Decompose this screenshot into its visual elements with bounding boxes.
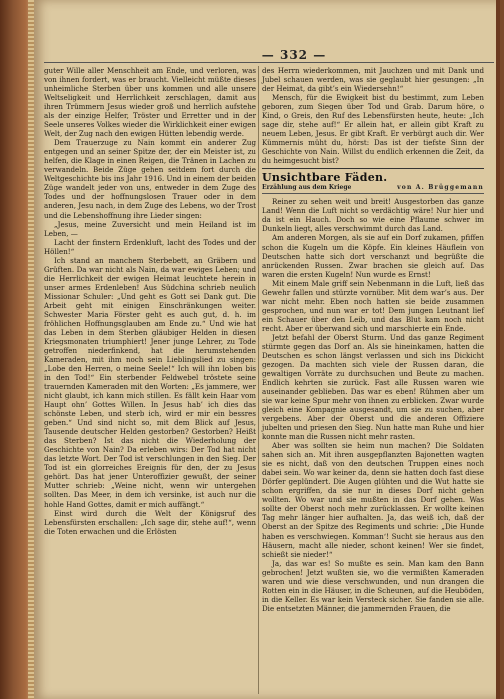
left-paragraph: Dem Trauerzuge zu Nain kommt ein anderer Zug entgegen und an seiner Spitze der, der ein Meister ist, zu helfen, die Klage in einen Reigen, die Tränen in Lachen zu verwandeln. Beide Züge gehen seitdem fort durch die Weltgeschichte bis ins Jahr 1916. Und in einem der beiden Züge wandelt jeder von uns, entweder in dem Zuge des Todes und der hoffnungslosen Trauer oder in dem anderen, Jesu nach, in dem Zuge des Lebens, wo der Trost und die Lebenshoffnung ihre Lieder singen: <box>44 138 256 220</box>
story-byline <box>262 184 484 194</box>
page-number: — 332 — <box>261 48 327 62</box>
right-paragraph: des Herrn wiederkommen, mit Jauchzen und mit Dank und Jubel schauen werden, was sie geglaubt hier gesungen: „In der Heimat, da gibt’s ein Wiedersehn!“ <box>262 66 484 94</box>
hymn-line: Lacht der finstern Erdenkluft, lacht des Todes und der Höllen!“ <box>44 237 256 256</box>
story-paragraph: Reiner zu sehen weit und breit! Ausgestorben das ganze Land! Wenn die Luft nicht so verdächtig wäre! Nur hier und da ist ein Hauch. Doch so wie eine Pflaume schwer im Dunkeln liegt, alles verschwimmt durch das Land. <box>262 197 484 234</box>
section-rule <box>262 168 484 169</box>
left-column <box>44 66 256 536</box>
story-paragraph: Aber was sollten sie heim nun machen? Die Soldaten sahen sich an. Mit ihren ausgepflanzten Bajonetten wagten sie es nicht, daß von den deutschen Truppen eines noch dabei sein. Wo war keiner da, denn sie hatten doch fast diese Dörfer geplündert. Die Augen glühten und die Wut hatte sie schon ergriffen, da sie nur in dieses Dorf nicht gehen wollten. Wo war und sie mußten in das Dorf gehen. Was sollte der Oberst noch mehr zurücklassen. Er wollte keinen Tag mehr länger hier aufhalten. Ja, das weiß ich, daß der Oberst an der Spitze des Regiments und schrie: „Die Hunde haben es verschwiegen. Komman‘! Sucht sie heraus aus den Häusern, macht alle nieder, schont keinen! Wer sie findet, schießt sie nieder!“ <box>262 441 484 559</box>
story-paragraph: Am anderen Morgen, als sie auf ein Dorf zukamen, pfiffen schon die Kugeln um die Köpfe. Ein kleines Häuflein von Deutschen hatte sich dort verschanzt und begrüßte die anrückenden Russen. Zwar brachen sie gleich auf. Das waren die ersten Kugeln! Nun wurde es Ernst! <box>262 233 484 279</box>
story-author: von A. Brüggemann <box>397 184 484 192</box>
left-paragraph: Einst wird durch die Welt der Königsruf des Lebensfürsten erschallen: „Ich sage dir, stehe auf!“, wenn die Toten erwachen und die Erlösten <box>44 508 256 536</box>
story-paragraph: Mit einem Male griff sein Nebenmann in die Luft, ließ das Gewehr fallen und stürzte vornüber. Mit dem war’s aus. Der war nicht mehr. Eben noch hatten sie beide zusammen gesprochen, und nun war er tot! Dem jungen Leutnant lief ein Schauer über den Leib, und das Blut kam noch nicht recht. Aber er überwand sich und marschierte ein Ende. <box>262 278 484 333</box>
left-paragraph: Ich stand an manchem Sterbebett, an Gräbern und Grüften. Da war nicht als Nain, da war ewiges Leben; und die Herrlichkeit der ewigen Heimat leuchtete herein in unser armes Erdenleben! Aus Südchina schrieb neulich Missionar Schuler: „Und geht es Gott sei Dank gut. Die Arbeit geht mit einigen Einschränkungen weiter. Schwester Maria Förster geht es auch gut, d. h. im fröhlichen Hoffnungsglauben am Ende zu.“ Und wie hat das Leben in dem Sterben gläubiger Helden in diesen Kriegsmonaten triumphiert! Jener junge Lehrer, zu Tode getroffen niederfinkend, hat die herumstehenden Kameraden, mit ihm noch sein Lieblingslied zu singen: „Lobe den Herren, o meine Seele!“ Ich will ihn loben bis in den Tod!“ Ein sterbender Feldwebel tröstete seine trauernden Kameraden mit den Worten: „Es jammere, wer nicht glaubt, ich kann mich stillen. Es fällt kein Haar vom Haupt ohn’ Gottes Willen. In Jesus hab’ ich dies das schönste Leben, und sterb ich, wird er mir ein bessres geben.“ Und sind nicht so, mit dem Blick auf Jesus, Tausende deutscher Helden gestorben? Gestorben? Heißt das Sterben? Ist das nicht die Wiederholung der Geschichte von Nain? Da erleben wirs: Der Tod hat nicht das letzte Wort. Der Tod ist verschlungen in den Sieg. Der Tod ist ein glorreiches Ereignis für den, der zu Jesus gehört. Das hat jener Unteroffizier gewußt, der seiner Mutter schrieb: „Weine nicht, wenn wir untergehen sollten. Das Meer, in dem ich versinke, ist auch nur die hohle Hand Gottes, damit er mich auffängt.“ <box>44 255 256 509</box>
left-paragraph: guter Wille aller Menschheit am Ende, und verloren, was von ihnen fordert, was er braucht. Vielleicht müßte dieses unheimliche Sterben über uns kommen und alle unsere Weltseligkeit und Herrlichkeit zerschlagen, damit aus ihren Trümmern Jesus wieder groß und herrlich aufstehe als der einzige Helfer, Tröster und Erretter und in der Seele unseres Volkes wieder die Wirklichkeit einer ewigen Welt, der Zug nach den ewigen Hütten lebendig werde. <box>44 66 256 139</box>
story-subtitle: Erzählung aus dem Kriege <box>262 184 352 192</box>
book-page <box>34 0 500 699</box>
column-divider <box>258 66 259 694</box>
story-title: Unsichtbare Fäden. <box>262 171 388 185</box>
book-binding <box>0 0 34 699</box>
right-paragraph: Mensch, für die Ewigkeit bist du bestimmt, zum Leben geboren, zum Siegen über Tod und Grab. Darum höre, o Kind, o Greis, den Ruf des Lebensfürsten heute, heute: „Ich sage dir, stehe auf!“ Er allein hat, er allein gibt Kraft zu neuem Leben, Jesus. Er gibt Kraft. Er verbürgt auch dir. Wer Kümmernis müht du, hörst: Das ist der tiefste Sinn der Geschichte von Nain. Willst du endlich erkennen die Zeit, da du heimgesucht bist? <box>262 93 484 166</box>
hymn-line: „Jesus, meine Zuversicht und mein Heiland ist im Leben, — <box>44 219 256 238</box>
story-paragraph: Ja, das war es! So mußte es sein. Man kam den Bann gebrochen! Jetzt wußten sie, wo die vermißten Kameraden waren und wie diese verschwunden, und nun drangen die Rotten ein in die Häuser, in die Scheunen, auf die Heuböden, in die Keller. Es war kein Versteck sicher. Sie fanden sie alle. Die entsetzten Männer, die jammernden Frauen, die <box>262 558 484 613</box>
page-edge <box>496 0 500 699</box>
right-column <box>262 66 484 613</box>
header-rule <box>44 62 494 63</box>
story-paragraph: Jetzt befahl der Oberst Sturm. Und das ganze Regiment stürmte gegen das Dorf an. Als sie hineinkamen, hatten die Deutschen es schon längst verlassen und sich ins Dickicht gezogen. Da machten sich viele der Russen daran, die gewaltigen Vorräte zu durchsuchen und Beute zu machen. Endlich kehrten sie zurück. Fast alle Russen waren wie auseinander geblieben. Das war es eben! Rühmen aber um sie war keine Spur mehr von ihnen zu erblicken. Zwar wurde gleich eine Kompagnie ausgesandt, um sie zu suchen, aber vergebens. Aber der Oberst und die anderen Offiziere jubelten und priesen den Sieg. Nun hatte man Ruhe und hier konnte man die Russen nicht mehr rasten. <box>262 332 484 442</box>
